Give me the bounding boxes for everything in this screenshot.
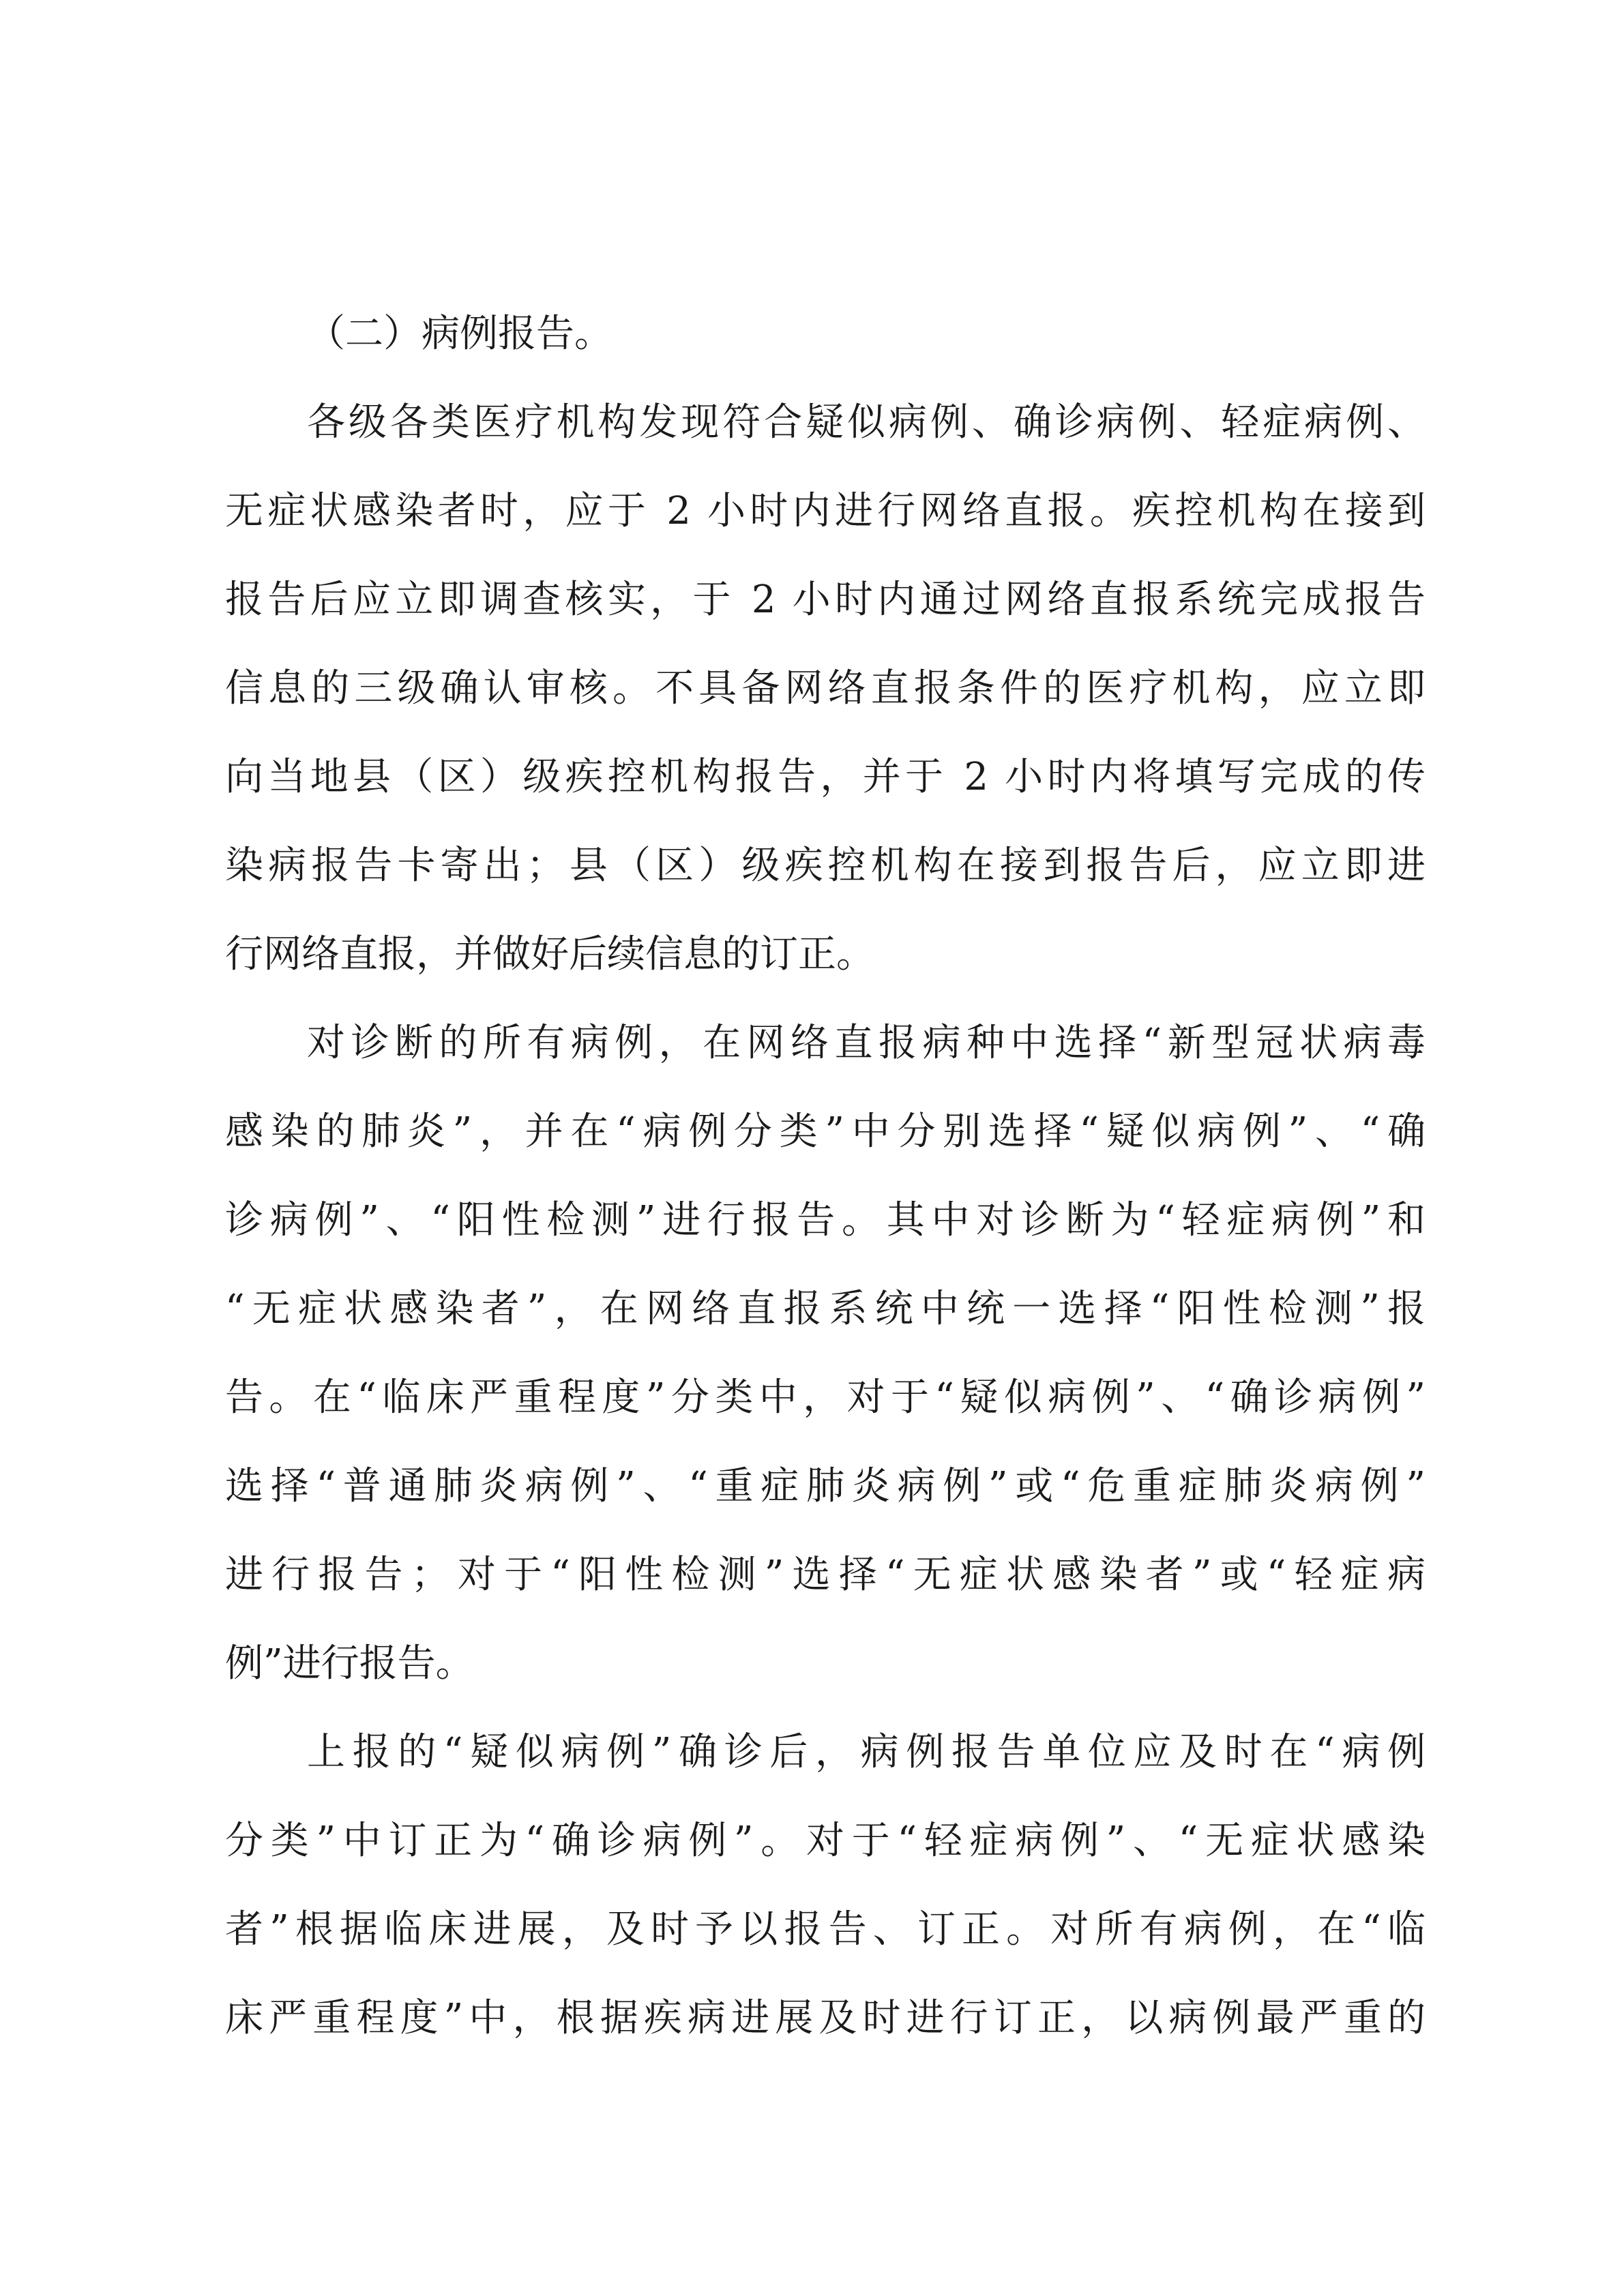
paragraph-1-line-2: 无症状感染者时，应于 2 小时内进行网络直报。疾控机构在接到 (225, 489, 1426, 533)
section-heading: （二）病例报告。 (307, 312, 612, 356)
paragraph-1-line-6: 染病报告卡寄出；县（区）级疾控机构在接到报告后，应立即进 (225, 844, 1426, 888)
paragraph-1-line-1: 各级各类医疗机构发现符合疑似病例、确诊病例、轻症病例、 (307, 400, 1426, 445)
paragraph-2-line-8: 例”进行报告。 (225, 1641, 474, 1686)
paragraph-3-line-1: 上报的“疑似病例”确诊后，病例报告单位应及时在“病例 (307, 1730, 1426, 1774)
paragraph-1-line-4: 信息的三级确认审核。不具备网络直报条件的医疗机构，应立即 (225, 666, 1426, 711)
paragraph-2-line-5: 告。在“临床严重程度”分类中，对于“疑似病例”、“确诊病例” (225, 1375, 1426, 1420)
paragraph-3-line-2: 分类”中订正为“确诊病例”。对于“轻症病例”、“无症状感染 (225, 1819, 1426, 1863)
paragraph-1-line-3: 报告后应立即调查核实，于 2 小时内通过网络直报系统完成报告 (225, 578, 1426, 622)
paragraph-2-line-3: 诊病例”、“阳性检测”进行报告。其中对诊断为“轻症病例”和 (225, 1198, 1426, 1242)
paragraph-2-line-6: 选择“普通肺炎病例”、“重症肺炎病例”或“危重症肺炎病例” (225, 1464, 1426, 1508)
paragraph-3-line-3: 者”根据临床进展，及时予以报告、订正。对所有病例，在“临 (225, 1907, 1426, 1952)
paragraph-1-line-7: 行网络直报，并做好后续信息的订正。 (225, 932, 874, 976)
paragraph-2-line-1: 对诊断的所有病例，在网络直报病种中选择“新型冠状病毒 (307, 1021, 1426, 1065)
paragraph-1-line-5: 向当地县（区）级疾控机构报告，并于 2 小时内将填写完成的传 (225, 755, 1426, 799)
paragraph-2-line-2: 感染的肺炎”，并在“病例分类”中分别选择“疑似病例”、“确 (225, 1109, 1426, 1154)
paragraph-2-line-4: “无症状感染者”，在网络直报系统中统一选择“阳性检测”报 (225, 1287, 1426, 1331)
paragraph-3-line-4: 床严重程度”中，根据疾病进展及时进行订正，以病例最严重的 (225, 1996, 1426, 2040)
paragraph-2-line-7: 进行报告；对于“阳性检测”选择“无症状感染者”或“轻症病 (225, 1553, 1426, 1597)
